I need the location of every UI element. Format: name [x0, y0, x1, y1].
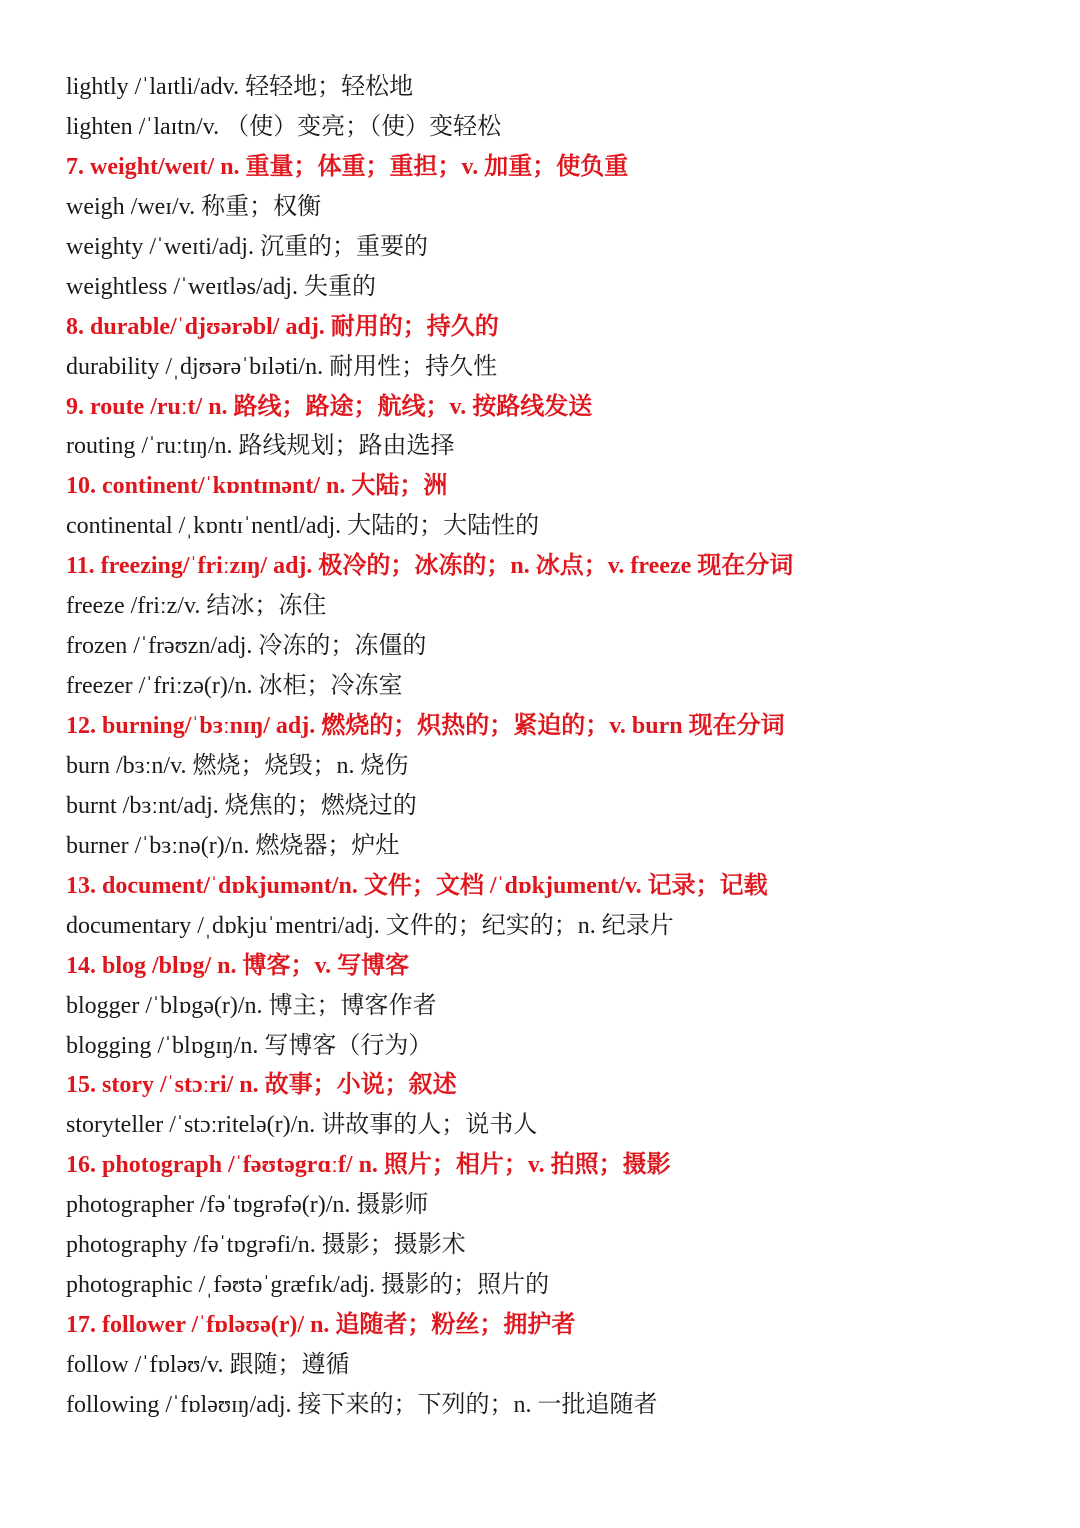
vocab-line: photographic /ˌfəʊtəˈgræfɪk/adj. 摄影的；照片的 [66, 1272, 550, 1299]
vocab-headword: 9. route /ruːt/ n. 路线；路途；航线；v. 按路线发送 [66, 393, 593, 420]
vocab-line: freeze /friːz/v. 结冰；冻住 [66, 593, 327, 620]
vocab-headword: 13. document/ˈdɒkjumənt/n. 文件；文档 /ˈdɒkjument/v. 记录；记载 [66, 872, 768, 899]
vocab-line: lighten /ˈlaɪtn/v. （使）变亮；（使）变轻松 [66, 113, 502, 140]
vocab-line: lightly /ˈlaɪtli/adv. 轻轻地；轻松地 [66, 74, 414, 100]
vocab-headword: 16. photograph /ˈfəʊtəgrɑːf/ n. 照片；相片；v. 拍照；摄影 [66, 1152, 671, 1179]
vocab-line: burner /ˈbɜːnə(r)/n. 燃烧器；炉灶 [66, 832, 400, 859]
vocabulary-list [66, 68, 1046, 1426]
vocab-line: following /ˈfɒləʊɪŋ/adj. 接下来的；下列的；n. 一批追随者 [66, 1391, 658, 1418]
vocab-headword: 10. continent/ˈkɒntɪnənt/ n. 大陆；洲 [66, 473, 448, 500]
vocab-headword: 12. burning/ˈbɜːnɪŋ/ adj. 燃烧的；炽热的；紧迫的；v. burn 现在分词 [66, 713, 785, 739]
vocab-line: blogging /ˈblɒgɪŋ/n. 写博客（行为） [66, 1032, 433, 1059]
vocab-line: photography /fəˈtɒgrəfi/n. 摄影；摄影术 [66, 1232, 466, 1259]
vocab-line: storyteller /ˈstɔːritelə(r)/n. 讲故事的人；说书人 [66, 1112, 538, 1139]
vocab-line: weigh /weɪ/v. 称重；权衡 [66, 193, 322, 220]
vocab-line: freezer /ˈfriːzə(r)/n. 冰柜；冷冻室 [66, 673, 403, 700]
vocab-line: routing /ˈruːtɪŋ/n. 路线规划；路由选择 [66, 433, 455, 460]
vocab-line: continental /ˌkɒntɪˈnentl/adj. 大陆的；大陆性的 [66, 513, 540, 540]
vocab-headword: 14. blog /blɒg/ n. 博客；v. 写博客 [66, 952, 410, 979]
vocab-line: durability /ˌdjʊərəˈbɪləti/n. 耐用性；持久性 [66, 353, 498, 380]
vocab-headword: 17. follower /ˈfɒləʊə(r)/ n. 追随者；粉丝；拥护者 [66, 1312, 576, 1339]
vocab-headword: 11. freezing/ˈfriːzɪŋ/ adj. 极冷的；冰冻的；n. 冰点；v. freeze 现在分词 [66, 553, 794, 580]
vocab-headword: 7. weight/weɪt/ n. 重量；体重；重担；v. 加重；使负重 [66, 153, 629, 180]
vocab-line: follow /ˈfɒləʊ/v. 跟随；遵循 [66, 1352, 350, 1378]
vocab-line: burnt /bɜːnt/adj. 烧焦的；燃烧过的 [66, 792, 417, 819]
vocab-line: weightless /ˈweɪtləs/adj. 失重的 [66, 273, 376, 300]
vocab-line: weighty /ˈweɪti/adj. 沉重的；重要的 [66, 233, 428, 260]
vocab-line: blogger /ˈblɒgə(r)/n. 博主；博客作者 [66, 992, 437, 1019]
vocab-line: photographer /fəˈtɒgrəfə(r)/n. 摄影师 [66, 1192, 429, 1219]
vocab-headword: 8. durable/ˈdjʊərəbl/ adj. 耐用的；持久的 [66, 313, 499, 340]
vocab-line: frozen /ˈfrəʊzn/adj. 冷冻的；冻僵的 [66, 633, 427, 660]
vocab-headword: 15. story /ˈstɔːri/ n. 故事；小说；叙述 [66, 1072, 457, 1099]
vocab-line: burn /bɜːn/v. 燃烧；烧毁；n. 烧伤 [66, 752, 409, 779]
vocab-line: documentary /ˌdɒkjuˈmentri/adj. 文件的；纪实的；n. 纪录片 [66, 912, 674, 939]
